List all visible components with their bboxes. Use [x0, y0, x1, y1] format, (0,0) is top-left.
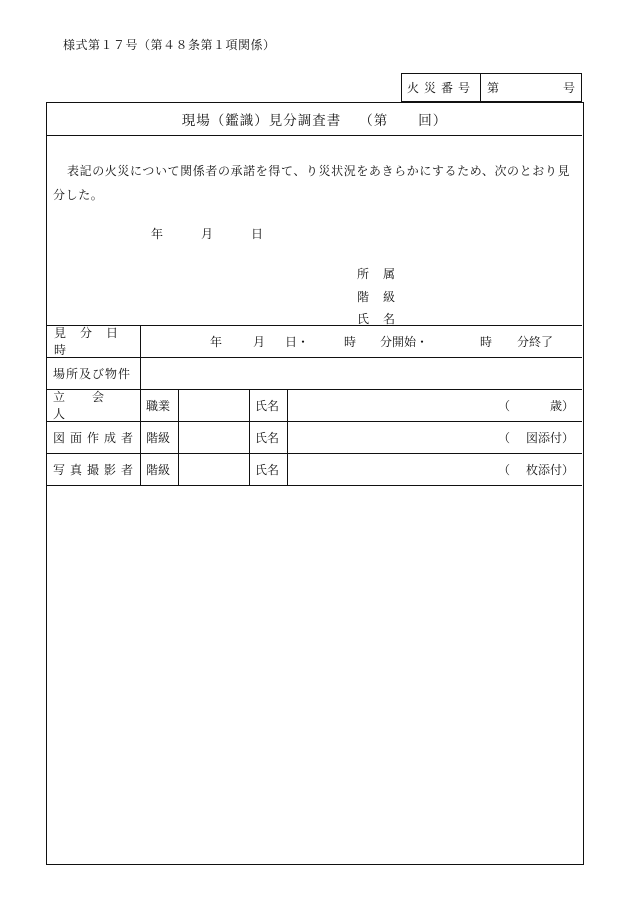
witness-label: 立会人 — [53, 390, 132, 421]
inspection-time-field[interactable] — [140, 325, 582, 357]
inspection-hour-end: 時 — [480, 334, 493, 349]
signature-rank-label: 階級 — [357, 290, 410, 304]
drawing-paren-open: （ — [498, 430, 511, 445]
report-body-area[interactable] — [47, 486, 582, 862]
drawing-attached: 図添付） — [526, 430, 575, 445]
witness-occupation-field[interactable] — [179, 389, 249, 421]
location-field[interactable] — [141, 357, 582, 389]
photo-rank-label: 階級 — [146, 462, 171, 477]
witness-name-label: 氏名 — [255, 398, 280, 413]
drawing-author-label: 図面作成者 — [53, 430, 139, 445]
photo-paren-open: （ — [498, 462, 511, 477]
inspection-end: 分終了 — [517, 334, 554, 349]
fire-number-prefix: 第 — [487, 81, 500, 95]
fire-number-field[interactable] — [481, 74, 581, 101]
photographer-label: 写真撮影者 — [53, 462, 139, 477]
drawing-rank-field[interactable] — [179, 421, 249, 453]
photo-attached: 枚添付） — [526, 462, 575, 477]
signature-name-label: 氏名 — [357, 312, 410, 326]
inspection-day: 日・ — [285, 334, 310, 349]
fire-number-box — [401, 73, 582, 102]
witness-age: 歳） — [550, 398, 575, 413]
photo-rank-field[interactable] — [179, 453, 249, 485]
location-label: 場所及び物件 — [53, 366, 132, 381]
photo-name-label: 氏名 — [255, 462, 280, 477]
photo-name-field[interactable] — [288, 453, 582, 485]
drawing-rank-label: 階級 — [146, 430, 171, 445]
inspection-year: 年 — [210, 334, 223, 349]
form-reference: 様式第１７号（第４８条第１項関係） — [63, 38, 276, 52]
date-year: 年 — [151, 227, 164, 241]
report-frame — [46, 102, 584, 865]
date-day: 日 — [251, 227, 264, 241]
drawing-name-label: 氏名 — [255, 430, 280, 445]
title-count-open: （第 — [359, 113, 389, 129]
title-main: 現場（鑑識）見分調査書 — [181, 113, 342, 129]
title-count-close: 回） — [418, 113, 448, 129]
inspection-hour-start: 時 — [344, 334, 357, 349]
witness-occupation-label: 職業 — [146, 398, 171, 413]
column-divider — [249, 389, 250, 485]
inspection-month: 月 — [253, 334, 266, 349]
witness-name-field[interactable] — [288, 389, 582, 421]
intro-paragraph: 表記の火災について関係者の承諾を得て、り災状況をあきらかにするため、次のとおり見分した。 — [53, 164, 571, 202]
fire-number-label: 火災番号 — [402, 74, 481, 101]
drawing-name-field[interactable] — [288, 421, 582, 453]
signature-affiliation-label: 所属 — [357, 267, 410, 281]
witness-paren-open: （ — [498, 398, 511, 413]
report-title — [47, 103, 582, 136]
inspection-time-label: 見分日時 — [54, 326, 133, 357]
date-month: 月 — [201, 227, 214, 241]
inspection-start: 分開始・ — [380, 334, 429, 349]
fire-number-suffix: 号 — [562, 81, 575, 95]
